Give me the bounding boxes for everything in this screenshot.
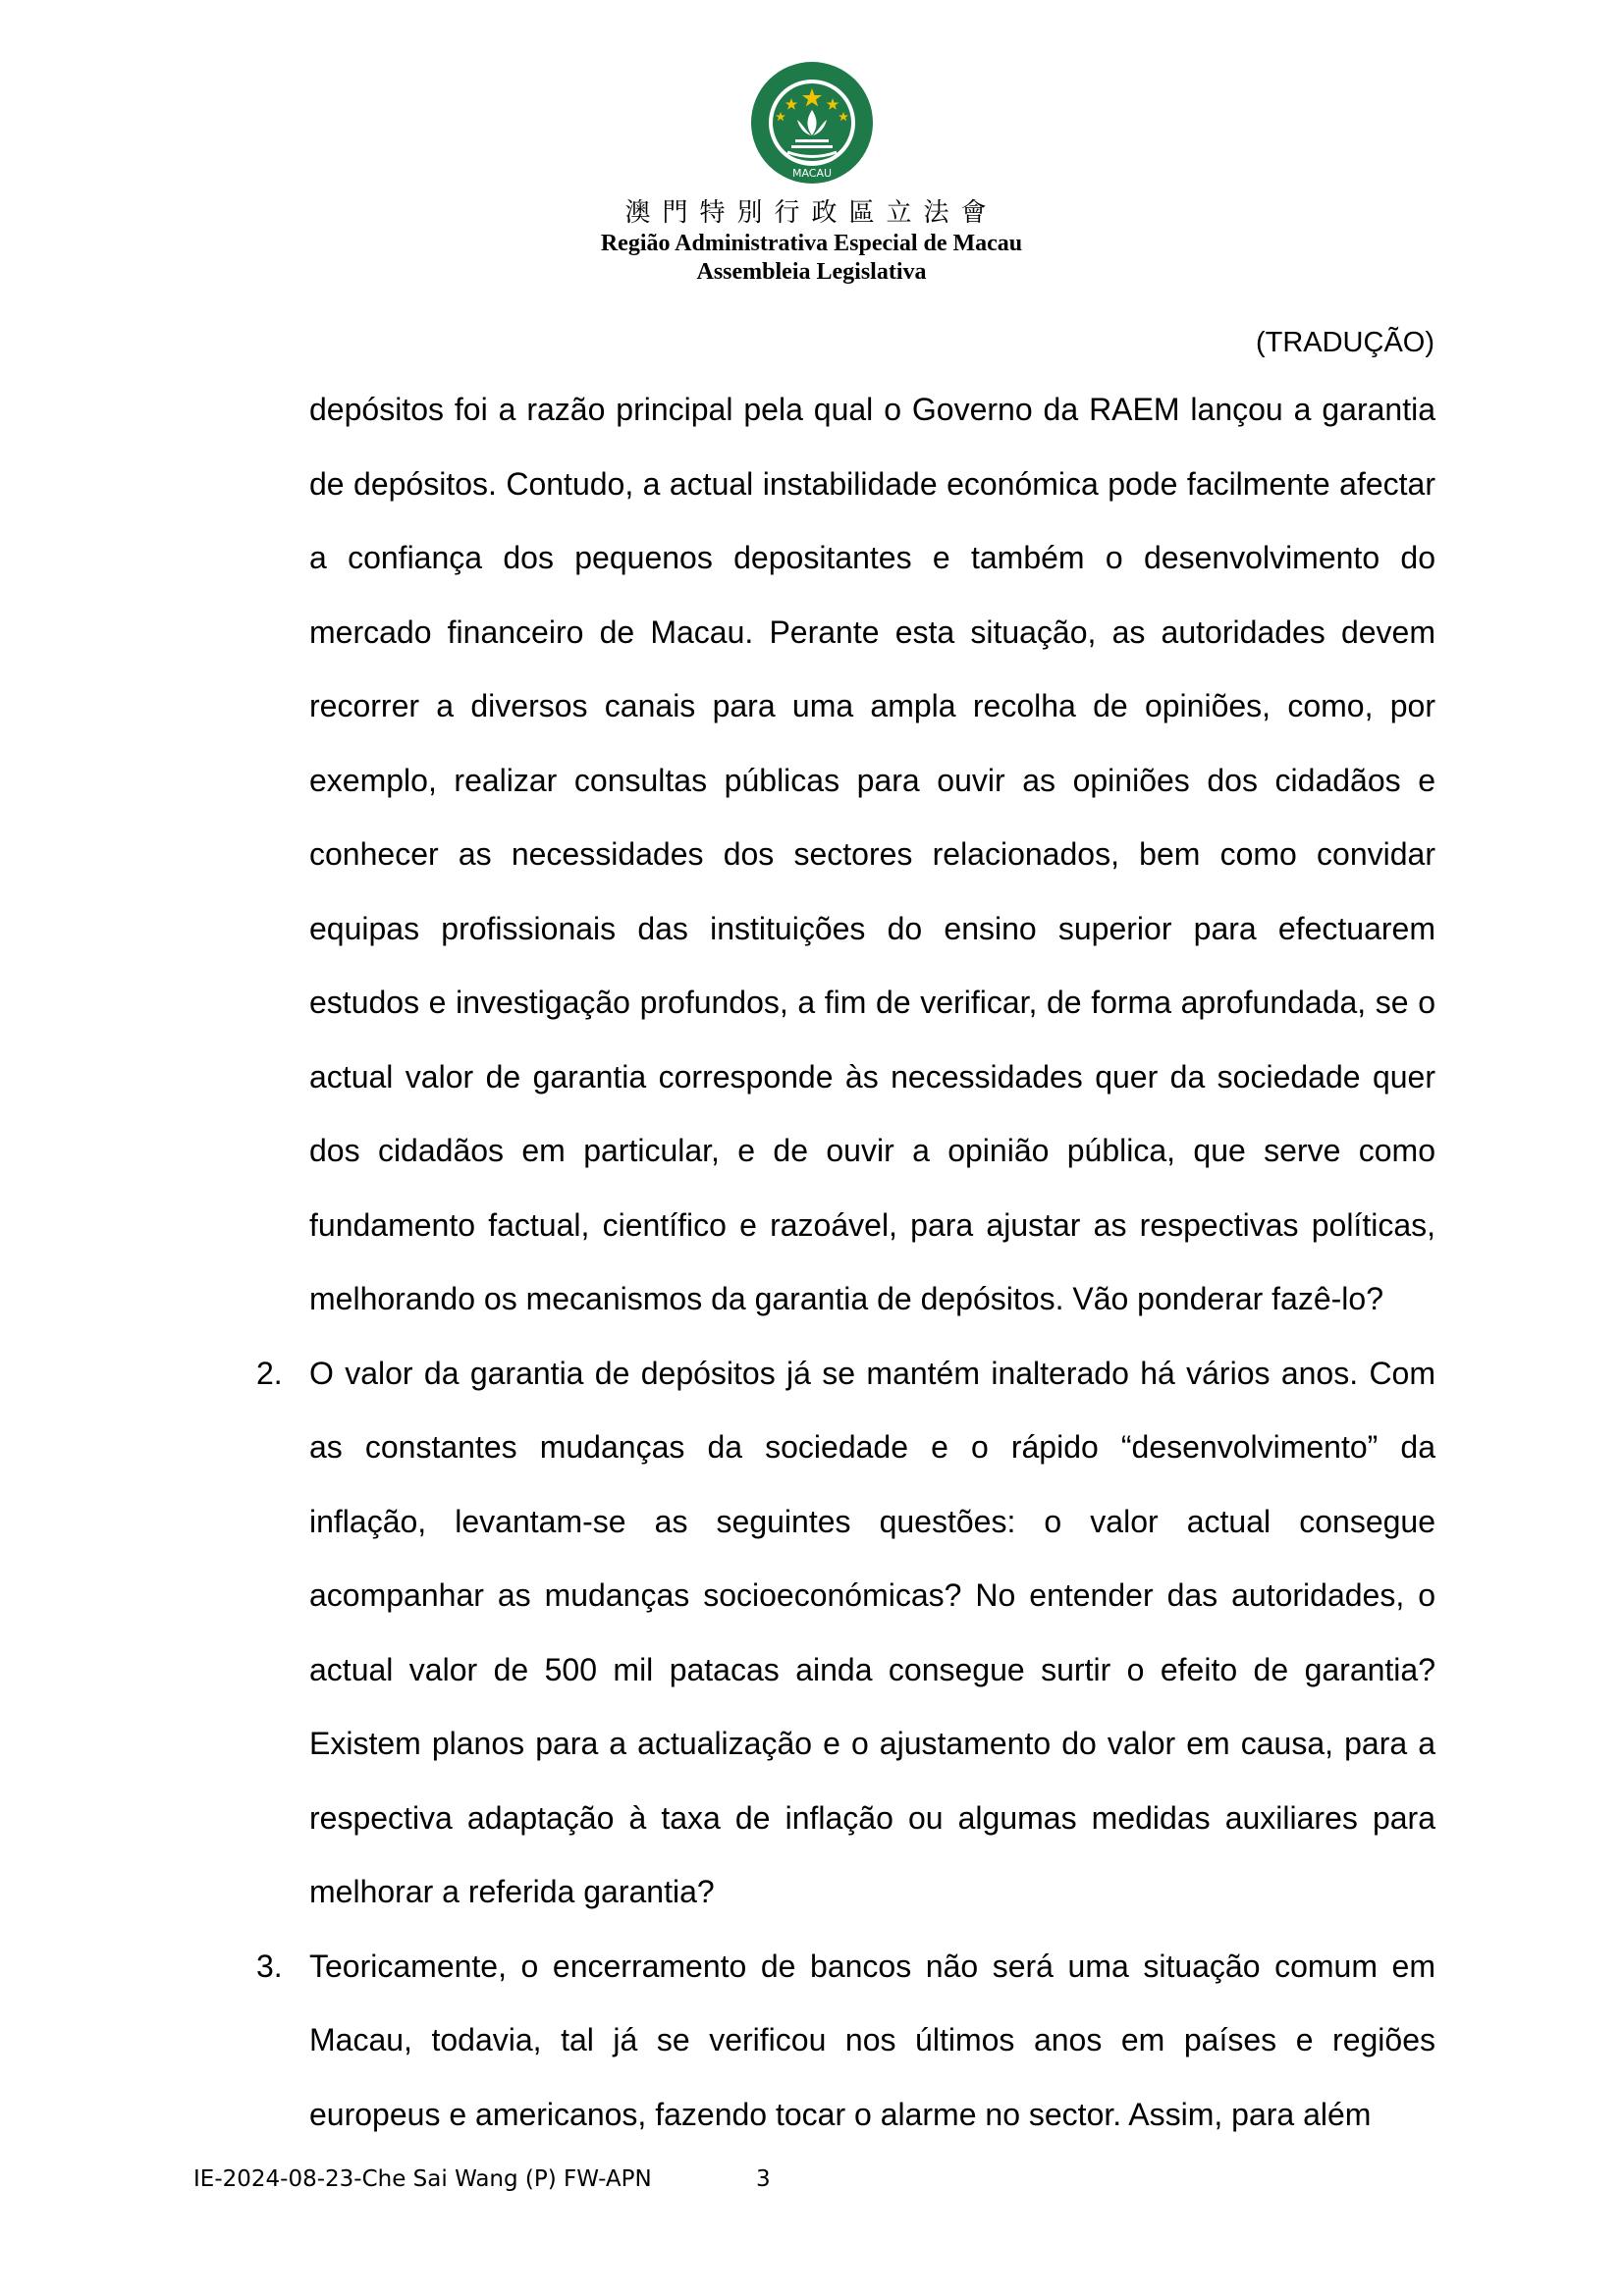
continuation-paragraph: depósitos foi a razão principal pela qual o Governo da RAEM lançou a garantia de depósitos. Contudo, a actual instabilidade económica pode facilmente afectar a confiança dos pequenos depositantes e também o desenvolvimento do mercado financeiro de Macau. Perante esta situação, as autoridades devem recorrer a diversos canais para uma ampla recolha de opiniões, como, por exemplo, realizar consultas públicas para ouvir as opiniões dos cidadãos e conhecer as necessidades dos sectores relacionados, bem como convidar equipas profissionais das instituições do ensino superior para efectuarem estudos e investigação profundos, a fim de verificar, de forma aprofundada, se o actual valor de garantia corresponde às necessidades quer da sociedade quer dos cidadãos em particular, e de ouvir a opinião pública, que serve como fundamento factual, científico e razoável, para ajustar as respectivas políticas, melhorando os mecanismos da garantia de depósitos. Vão ponderar fazê-lo? [309,392,1435,1316]
list-item-number: 2. [256,1355,283,1391]
svg-text:MACAU: MACAU [791,167,832,180]
list-item [256,1337,1435,1930]
footer-doc-ref: IE-2024-08-23-Che Sai Wang (P) FW-APN [193,2166,652,2192]
list-item-text: Teoricamente, o encerramento de bancos não será uma situação comum em Macau, todavia, tal já se verificou nos últimos anos em países e regiões europeus e americanos, fazendo tocar o alarme no sector. Assim, para além [309,1948,1435,2132]
list-item [256,1930,1435,2153]
list-item-text: O valor da garantia de depósitos já se mantém inalterado há vários anos. Com as constantes mudanças da sociedade e o rápido “desenvolvimento” da inflação, levantam-se as seguintes questões: o valor actual consegue acompanhar as mudanças socioeconómicas? No entender das autoridades, o actual valor de 500 mil patacas ainda consegue surtir o efeito de garantia? Existem planos para a actualização e o ajustamento do valor em causa, para a respectiva adaptação à taxa de inflação ou algumas medidas auxiliares para melhorar a referida garantia? [309,1355,1435,1909]
document-body [256,373,1435,2152]
page-number: 3 [756,2166,771,2192]
org-name-chinese: 澳門特別行政區立法會 [624,198,999,228]
document-header [0,59,1623,287]
translation-mark: (TRADUÇÃO) [1255,327,1434,358]
macau-emblem-icon [748,59,876,187]
org-subtitle: Assembleia Legislativa [696,259,927,285]
list-item-number: 3. [256,1948,283,1984]
org-name-portuguese: Região Administrativa Especial de Macau [600,231,1023,256]
